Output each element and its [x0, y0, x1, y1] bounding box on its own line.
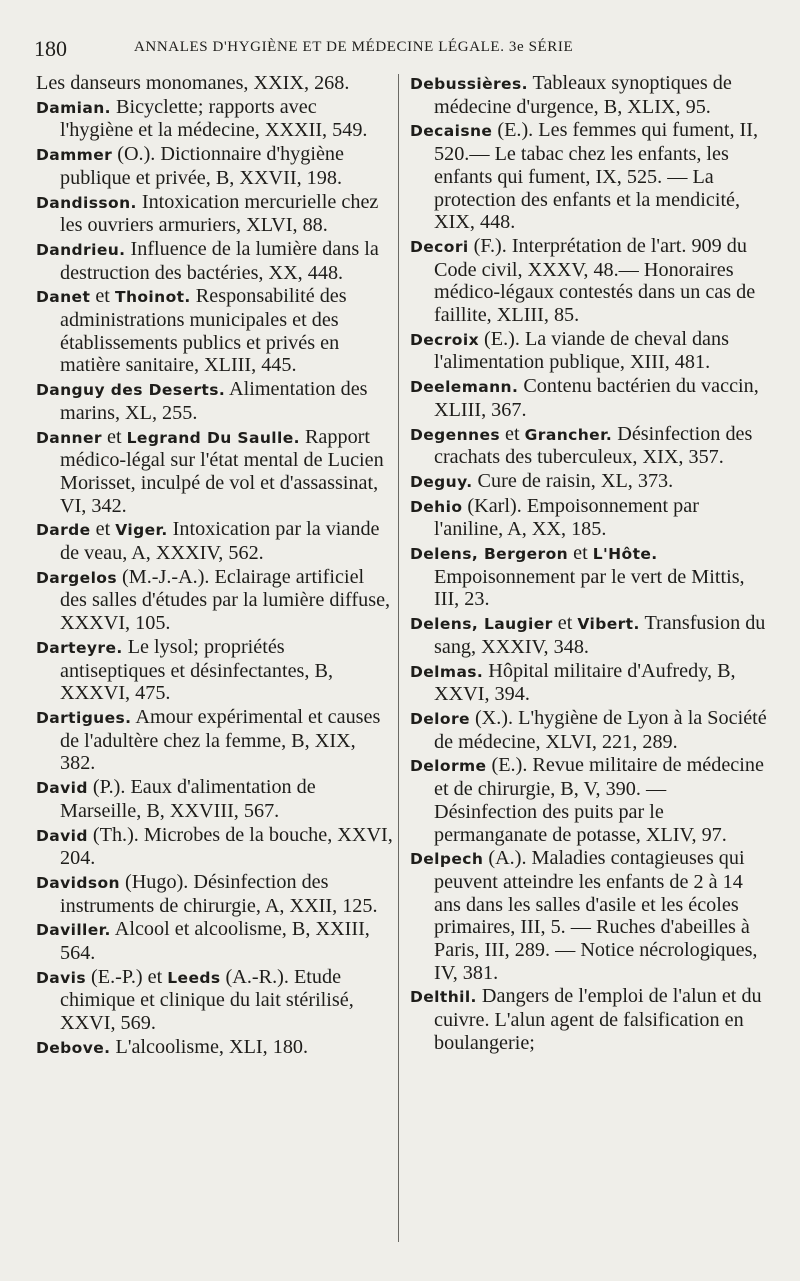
- index-entry: [410, 423, 768, 469]
- index-entry: [410, 235, 768, 327]
- author-name: Deguy.: [410, 472, 473, 491]
- entry-text: (E.). Les femmes qui fument, II, 520.— Le tabac chez les enfants, les enfants qui fument, IX, 525. — La protection des enfants et la mendicité, XIX, 448.: [434, 119, 759, 234]
- index-entry: [36, 636, 394, 705]
- entry-text: Cure de raisin, XL, 373.: [477, 469, 674, 492]
- index-entry: [36, 966, 394, 1035]
- author-name: Degennes: [410, 425, 500, 444]
- author-name: Delthil.: [410, 988, 477, 1007]
- author-name: Davis: [36, 968, 86, 987]
- index-column-right: [410, 72, 768, 1056]
- index-entry: [410, 375, 768, 421]
- coauthor-name: Vibert.: [577, 615, 640, 634]
- author-name: Deelemann.: [410, 378, 519, 397]
- index-entry: [36, 72, 394, 95]
- index-entry: [410, 328, 768, 374]
- entry-text: Alimentation des marins, XL, 255.: [60, 378, 368, 424]
- entry-text: Alcool et alcoolisme, B, XXIII, 564.: [60, 918, 370, 965]
- author-name: Delmas.: [410, 662, 484, 681]
- entry-text: Intoxication mercurielle chez les ouvriers armuriers, XLVI, 88.: [60, 190, 379, 237]
- entry-text: (Hugo). Désinfection des instruments de chirurgie, A, XXII, 125.: [60, 870, 378, 917]
- entry-text: Responsabilité des administrations municipales et des établissements publics et privés en matière sanitaire, XLIII, 445.: [60, 285, 347, 377]
- author-name: David: [36, 826, 88, 845]
- entry-text: (Karl). Empoisonnement par l'aniline, A, XX, 185.: [434, 494, 699, 541]
- entry-text: (Th.). Microbes de la bouche, XXVI, 204.: [60, 823, 393, 870]
- index-column-left: [36, 72, 394, 1061]
- entry-text: Désinfection des crachats des tuberculeux, XIX, 357.: [434, 422, 753, 469]
- author-name: Dandisson.: [36, 193, 137, 212]
- index-entry: [36, 824, 394, 870]
- column-divider: [398, 74, 399, 1242]
- entry-text: (A.). Maladies contagieuses qui peuvent atteindre les enfants de 2 à 14 ans dans les salles d'asile et les écoles primaires, III, 5. — Ruches d'abeilles à Paris, III, 289. — Notice nécrologiques, IV, 381.: [434, 847, 758, 984]
- author-name: Decroix: [410, 330, 479, 349]
- entry-text: Influence de la lumière dans la destruction des bactéries, XX, 448.: [60, 237, 379, 284]
- conjunction: et: [505, 422, 520, 445]
- index-entry: [36, 1036, 394, 1060]
- conjunction: et: [573, 542, 588, 565]
- entry-text: (A.-R.). Etude chimique et clinique du lait stérilisé, XXVI, 569.: [60, 965, 354, 1035]
- entry-text: (M.-J.-A.). Eclairage artificiel des salles d'études par la lumière diffuse, XXXVI, 105.: [60, 565, 391, 635]
- entry-text: Hôpital militaire d'Aufredy, B, XXVI, 394.: [434, 659, 736, 706]
- index-entry: [410, 847, 768, 984]
- index-entry: [36, 776, 394, 822]
- index-entry: [410, 754, 768, 846]
- coauthor-name: L'Hôte.: [592, 545, 658, 564]
- coauthor-name: Thoinot.: [114, 288, 191, 307]
- entry-text: Rapport médico-légal sur l'état mental de Lucien Morisset, inculpé de vol et d'assassinat, VI, 342.: [60, 425, 384, 517]
- conjunction: et: [107, 425, 122, 448]
- entry-text: (E.). Revue militaire de médecine et de chirurgie, B, V, 390. — Désinfection des puits par le permanganate de potasse, XLIV, 97.: [434, 754, 764, 846]
- index-entry: [36, 518, 394, 564]
- index-entry: [36, 96, 394, 142]
- index-entry: [36, 191, 394, 237]
- entry-text: (O.). Dictionnaire d'hygiène publique et privée, B, XXVII, 198.: [60, 143, 344, 189]
- entry-text: (E.-P.) et: [91, 965, 163, 988]
- author-name: Delens, Bergeron: [410, 545, 569, 564]
- index-entry: [36, 238, 394, 284]
- coauthor-name: Viger.: [115, 521, 168, 540]
- index-entry: [410, 119, 768, 234]
- index-entry: [410, 470, 768, 494]
- index-entry: [410, 707, 768, 753]
- author-name: Damian.: [36, 98, 111, 117]
- entry-text: Intoxication par la viande de veau, A, XXXIV, 562.: [60, 518, 380, 565]
- coauthor-name: Leeds: [167, 968, 221, 987]
- entry-text: Les danseurs monomanes, XXIX, 268.: [36, 72, 350, 94]
- conjunction: et: [95, 285, 110, 308]
- index-entry: [410, 542, 768, 611]
- author-name: Dehio: [410, 497, 463, 516]
- entry-text: Tableaux synoptiques de médecine d'urgence, B, XLIX, 95.: [434, 72, 732, 118]
- author-name: Delens, Laugier: [410, 615, 553, 634]
- index-entry: [410, 660, 768, 706]
- author-name: David: [36, 779, 88, 798]
- author-name: Delore: [410, 709, 470, 728]
- author-name: Daviller.: [36, 921, 111, 940]
- entry-text: L'alcoolisme, XLI, 180.: [115, 1035, 309, 1058]
- entry-text: Bicyclette; rapports avec l'hygiène et la médecine, XXXII, 549.: [60, 95, 368, 142]
- author-name: Dargelos: [36, 568, 117, 587]
- author-name: Darde: [36, 521, 91, 540]
- page-number: 180: [34, 36, 67, 61]
- entry-text: Transfusion du sang, XXXIV, 348.: [434, 612, 766, 658]
- author-name: Decaisne: [410, 122, 493, 141]
- index-entry: [410, 72, 768, 118]
- author-name: Dandrieu.: [36, 240, 126, 259]
- author-name: Debove.: [36, 1038, 111, 1057]
- conjunction: et: [95, 518, 111, 541]
- author-name: Danguy des Deserts.: [36, 381, 226, 400]
- entry-text: (X.). L'hygiène de Lyon à la Société de médecine, XLVI, 221, 289.: [434, 706, 767, 753]
- index-entry: [36, 566, 394, 635]
- index-entry: [36, 706, 394, 775]
- author-name: Dammer: [36, 146, 113, 165]
- conjunction: et: [557, 612, 573, 635]
- index-entry: [36, 143, 394, 189]
- entry-text: (F.). Interprétation de l'art. 909 du Code civil, XXXV, 48.— Honoraires médico-légaux contestés dans un cas de faillite, XLIII, 85.: [434, 234, 756, 327]
- author-name: Darteyre.: [36, 638, 123, 657]
- author-name: Davidson: [36, 873, 120, 892]
- author-name: Dartigues.: [36, 708, 132, 727]
- coauthor-name: Legrand Du Saulle.: [126, 428, 300, 447]
- entry-text: Empoisonnement par le vert de Mittis, III, 23.: [434, 565, 745, 611]
- index-entry: [36, 285, 394, 377]
- entry-text: Contenu bactérien du vaccin, XLIII, 367.: [434, 375, 759, 421]
- index-entry: [410, 495, 768, 541]
- index-entry: [36, 378, 394, 424]
- entry-text: Le lysol; propriétés antiseptiques et désinfectantes, B, XXXVI, 475.: [60, 635, 334, 705]
- author-name: Delpech: [410, 850, 484, 869]
- author-name: Decori: [410, 237, 469, 256]
- index-entry: [36, 426, 394, 518]
- entry-text: (P.). Eaux d'alimentation de Marseille, B, XXVIII, 567.: [60, 776, 316, 822]
- index-entry: [410, 985, 768, 1054]
- entry-text: (E.). La viande de cheval dans l'alimentation publique, XIII, 481.: [434, 327, 729, 374]
- entry-text: Amour expérimental et causes de l'adultère chez la femme, B, XIX, 382.: [60, 705, 381, 775]
- index-entry: [36, 918, 394, 964]
- author-name: Debussières.: [410, 75, 528, 93]
- page-header: [34, 36, 774, 64]
- author-name: Danet: [36, 288, 91, 307]
- author-name: Danner: [36, 428, 102, 447]
- entry-text: Dangers de l'emploi de l'alun et du cuivre. L'alun agent de falsification en boulangerie;: [434, 985, 762, 1054]
- running-head: ANNALES D'HYGIÈNE ET DE MÉDECINE LÉGALE. 3e SÉRIE: [134, 39, 574, 55]
- author-name: Delorme: [410, 757, 487, 776]
- index-entry: [36, 871, 394, 917]
- index-entry: [410, 612, 768, 658]
- coauthor-name: Grancher.: [524, 425, 613, 444]
